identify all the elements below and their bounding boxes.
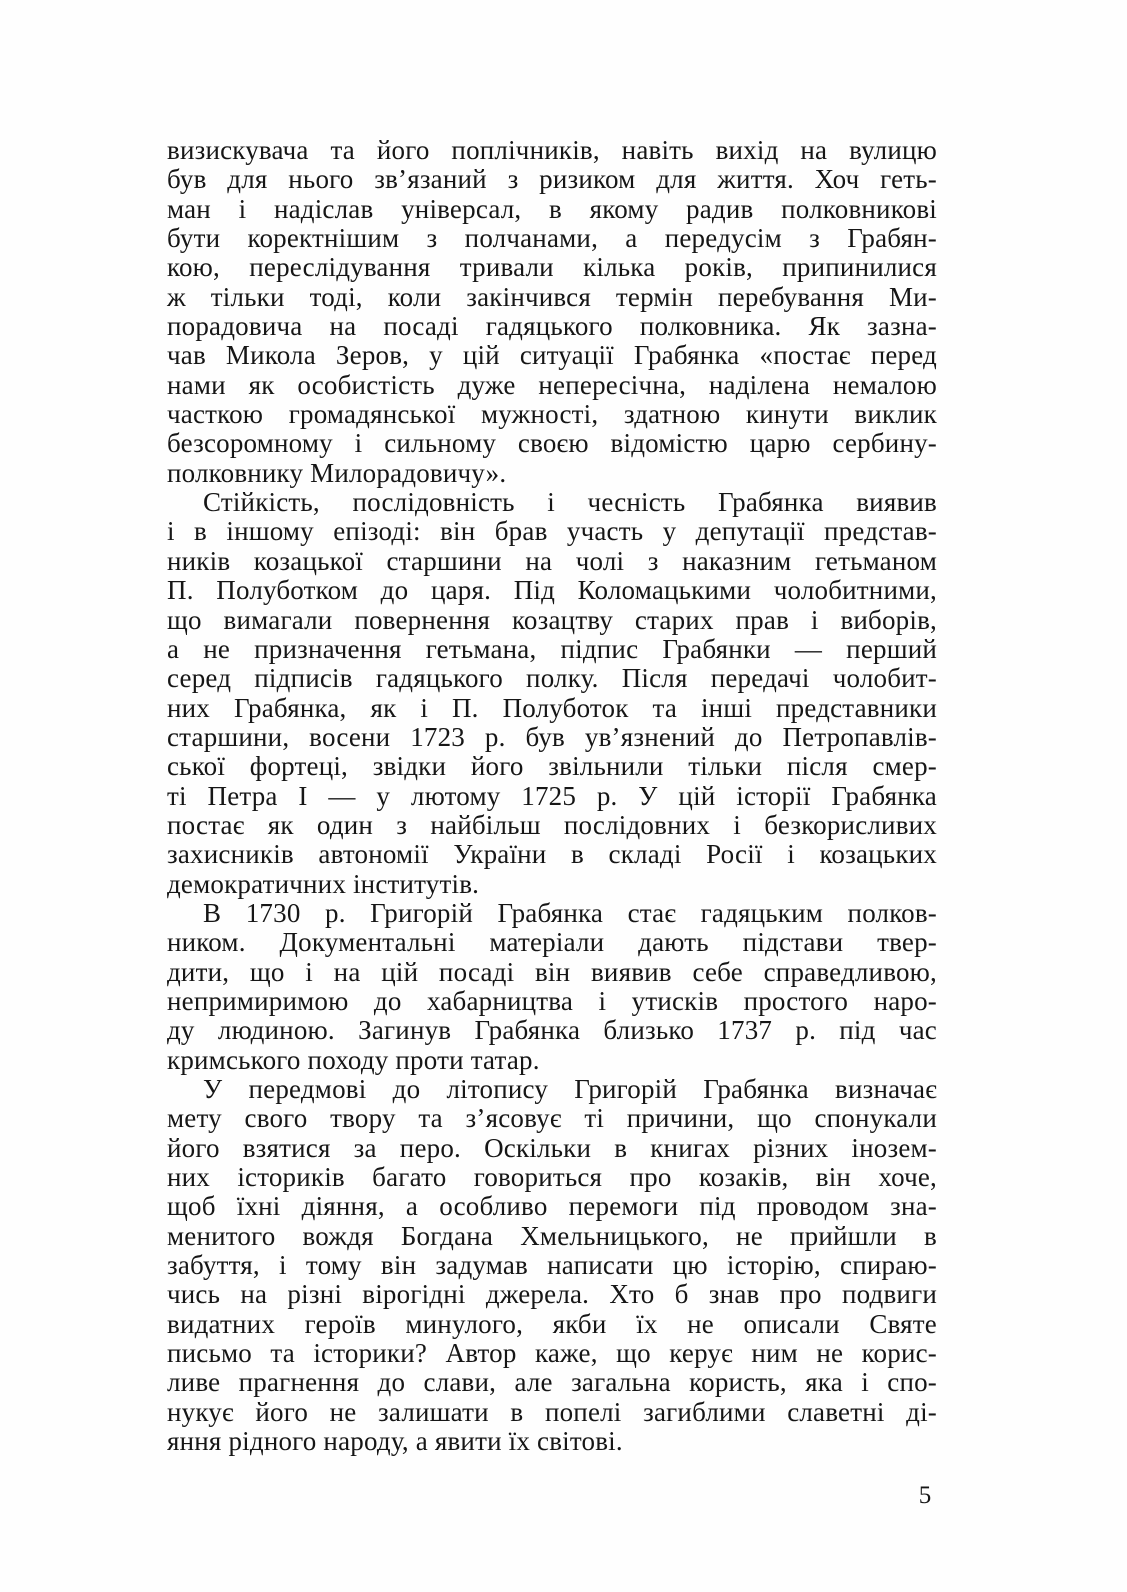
text-line: і в іншому епізоді: він брав участь у депутації представ- bbox=[167, 516, 937, 547]
text-line: ж тільки тоді, коли закінчився термін перебування Ми- bbox=[167, 281, 937, 312]
text-line: нукує його не залишати в попелі загиблими славетні ді- bbox=[167, 1396, 937, 1427]
text-line: ду людиною. Загинув Грабянка близько 1737 р. під час bbox=[167, 1015, 937, 1046]
text-line: менитого вождя Богдана Хмельницького, не прийшли в bbox=[167, 1220, 937, 1251]
text-line: часткою громадянської мужності, здатною кинути виклик bbox=[167, 399, 937, 430]
text-line: полковнику Милорадовичу». bbox=[167, 457, 507, 488]
text-line: бути коректнішим з полчанами, а передусім з Грабян- bbox=[167, 223, 937, 254]
text-line: У передмові до літопису Григорій Грабянка визначає bbox=[203, 1074, 937, 1104]
text-line: постає як один з найбільш послідовних і безкорисливих bbox=[167, 809, 937, 840]
text-line: що вимагали повернення козацтву старих прав і виборів, bbox=[167, 604, 937, 635]
text-line: нами як особистість дуже непересічна, наділена немалою bbox=[167, 369, 937, 400]
text-line: непримиримою до хабарництва і утисків простого наро- bbox=[167, 985, 937, 1016]
text-line: щоб їхні діяння, а особливо перемоги під проводом зна- bbox=[167, 1191, 937, 1222]
text-line: чись на різні вірогідні джерела. Хто б знав про подвиги bbox=[167, 1279, 937, 1310]
text-line: порадовича на посаді гадяцького полковника. Як зазна- bbox=[167, 311, 937, 342]
page-number: 5 bbox=[918, 1482, 932, 1509]
text-line: яння рідного народу, а явити їх світові. bbox=[167, 1426, 623, 1457]
text-line: них істориків багато говориться про козаків, він хоче, bbox=[167, 1162, 937, 1193]
text-line: ті Петра I — у лютому 1725 р. У цій історії Грабянка bbox=[167, 780, 937, 811]
text-line: ської фортеці, звідки його звільнили тільки після смер- bbox=[167, 751, 937, 782]
text-line: ливе прагнення до слави, але загальна користь, яка і спо- bbox=[167, 1367, 937, 1398]
text-line: Стійкість, послідовність і чесність Грабянка виявив bbox=[203, 487, 937, 518]
text-line: демократичних інститутів. bbox=[167, 868, 480, 899]
text-line: старшини, восени 1723 р. був ув’язнений до Петропавлів- bbox=[167, 721, 937, 752]
text-line: забуття, і тому він задумав написати цю історію, спираю- bbox=[167, 1250, 937, 1281]
text-line: визискувача та його поплічників, навіть вихід на вулицю bbox=[167, 135, 937, 165]
text-line: серед підписів гадяцького полку. Після передачі чолобит- bbox=[167, 663, 937, 694]
text-line: мету свого твору та з’ясовує ті причини, що спонукали bbox=[167, 1103, 937, 1134]
text-line: його взятися за перо. Оскільки в книгах різних інозем- bbox=[167, 1132, 937, 1163]
text-line: П. Полуботком до царя. Під Коломацькими чолобитними, bbox=[167, 575, 937, 606]
text-line: видатних героїв минулого, якби їх не описали Святе bbox=[167, 1308, 937, 1339]
text-line: кою, переслідування тривали кілька років, припинилися bbox=[167, 252, 937, 283]
text-line: а не призначення гетьмана, підпис Грабянки — перший bbox=[167, 633, 937, 664]
text-line: ником. Документальні матеріали дають підстави твер- bbox=[167, 927, 937, 958]
text-line: ман і надіслав універсал, в якому радив полковникові bbox=[167, 193, 937, 224]
text-line: чав Микола Зеров, у цій ситуації Грабянка «постає перед bbox=[167, 340, 937, 371]
text-line: дити, що і на цій посаді він виявив себе справедливою, bbox=[167, 956, 937, 987]
text-line: письмо та історики? Автор каже, що керує ним не корис- bbox=[167, 1338, 937, 1369]
text-line: В 1730 р. Григорій Грабянка стає гадяцьким полков- bbox=[203, 897, 937, 928]
text-block bbox=[167, 136, 937, 1456]
text-line: ників козацької старшини на чолі з наказним гетьманом bbox=[167, 545, 937, 576]
text-line: них Грабянка, як і П. Полуботок та інші представники bbox=[167, 692, 937, 723]
text-line: був для нього зв’язаний з ризиком для життя. Хоч геть- bbox=[167, 164, 937, 195]
text-line: захисників автономії України в складі Росії і козацьких bbox=[167, 839, 937, 870]
text-line: безсоромному і сильному своєю відомістю царю сербину- bbox=[167, 428, 937, 459]
text-line: кримського походу проти татар. bbox=[167, 1044, 540, 1075]
